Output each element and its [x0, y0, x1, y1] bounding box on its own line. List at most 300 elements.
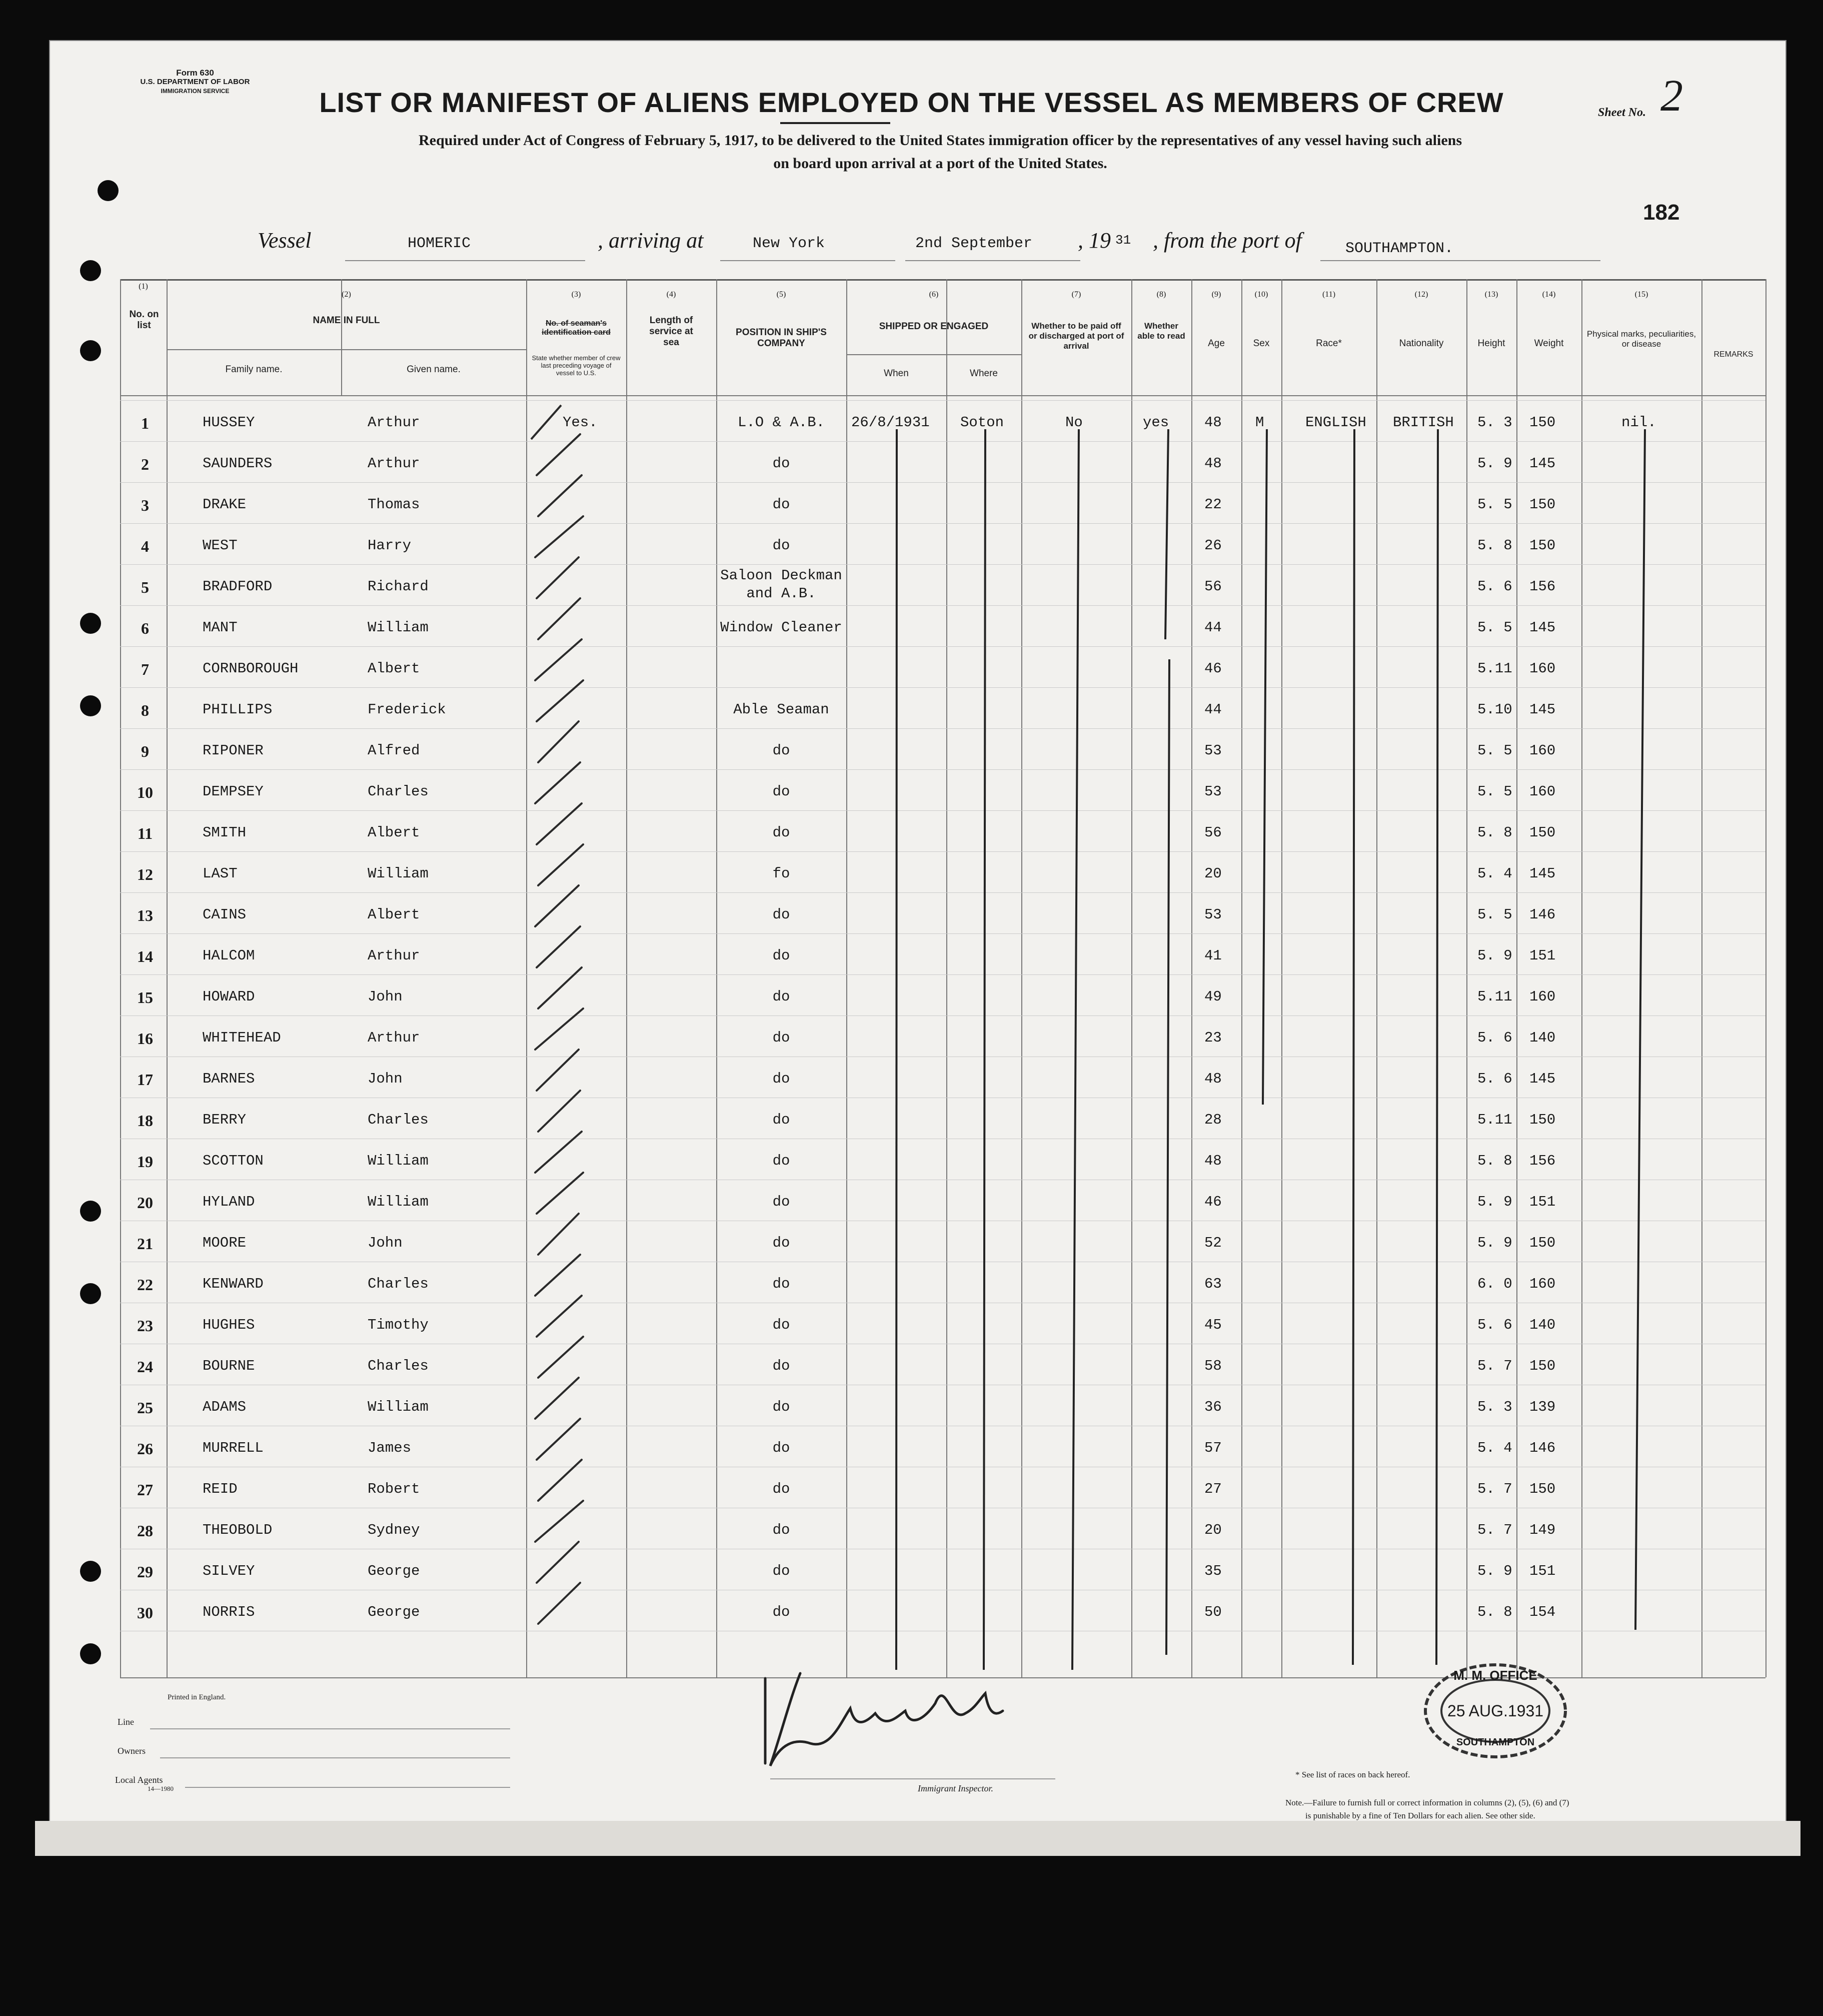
cell-family: NORRIS: [203, 1604, 255, 1620]
cell-position: do: [772, 1276, 790, 1292]
cell-position: do: [772, 988, 790, 1005]
cell-position: do: [772, 537, 790, 554]
cell-no: 25: [137, 1399, 153, 1417]
cell-height: 5. 9: [1477, 1563, 1512, 1579]
check-mark: [537, 1542, 579, 1583]
check-mark: [535, 1378, 579, 1419]
cell-weight: 151: [1529, 1194, 1556, 1210]
cell-age: 48: [1204, 1071, 1222, 1087]
cell-no: 17: [137, 1071, 153, 1089]
printed-note: Printed in England.: [168, 1693, 226, 1701]
races-note: * See list of races on back hereof.: [1295, 1770, 1410, 1779]
cell-position: do: [772, 496, 790, 513]
cell-no: 30: [137, 1604, 153, 1622]
cell-height: 5. 8: [1477, 1604, 1512, 1620]
cell-when: 26/8/1931: [851, 414, 930, 431]
cell-age: 56: [1204, 578, 1222, 595]
check-mark: [538, 598, 580, 639]
check-mark: [535, 516, 583, 557]
document-title: LIST OR MANIFEST OF ALIENS EMPLOYED ON THE VESSEL AS MEMBERS OF CREW: [319, 87, 1504, 118]
cell-position: do: [772, 1481, 790, 1497]
cell-family: PHILLIPS: [203, 701, 273, 718]
stamp-date: 25 AUG.1931: [1447, 1702, 1544, 1720]
sheet-number: 2: [1660, 71, 1683, 121]
cell-weight: 150: [1529, 824, 1556, 841]
col-5-number: (5): [776, 290, 786, 299]
cell-height: 5. 6: [1477, 1071, 1512, 1087]
vessel-underline: [345, 260, 585, 261]
cell-age: 36: [1204, 1399, 1222, 1415]
col-8-number: (8): [1156, 290, 1166, 299]
col-9-header: Age: [1208, 338, 1225, 349]
arrival-port: New York: [753, 235, 825, 252]
check-mark: [531, 405, 561, 439]
col-3-number: (3): [571, 290, 581, 299]
cell-height: 5. 7: [1477, 1522, 1512, 1538]
cell-weight: 150: [1529, 537, 1556, 554]
cell-family: MURRELL: [203, 1440, 264, 1456]
col-13-header: Height: [1477, 338, 1505, 349]
agents-label: Local Agents: [115, 1775, 163, 1785]
punch-hole: [98, 180, 119, 201]
cell-given: Albert: [368, 824, 420, 841]
cell-age: 53: [1204, 906, 1222, 923]
cell-card: Yes.: [563, 414, 598, 431]
cell-given: Frederick: [368, 701, 446, 718]
cell-height: 5. 9: [1477, 455, 1512, 472]
cell-height: 5. 9: [1477, 1194, 1512, 1210]
punch-hole: [80, 613, 101, 634]
date-underline: [905, 260, 1080, 261]
service: IMMIGRATION SERVICE: [161, 88, 230, 95]
cell-sex: M: [1255, 414, 1264, 431]
cell-height: 5. 5: [1477, 783, 1512, 800]
cell-age: 26: [1204, 537, 1222, 554]
form-number: Form 630: [176, 68, 214, 78]
cell-age: 45: [1204, 1317, 1222, 1333]
cell-weight: 160: [1529, 742, 1556, 759]
owners-underline: [160, 1757, 510, 1758]
cell-given: Sydney: [368, 1522, 420, 1538]
cell-weight: 150: [1529, 1235, 1556, 1251]
cell-age: 44: [1204, 701, 1222, 718]
cell-given: John: [368, 988, 403, 1005]
check-mark: [538, 1460, 582, 1501]
cell-family: DRAKE: [203, 496, 247, 513]
inspector-line: [770, 1778, 1055, 1779]
cell-family: SCOTTON: [203, 1153, 264, 1169]
cell-given: Charles: [368, 1276, 429, 1292]
cell-height: 5. 8: [1477, 537, 1512, 554]
cell-position: do: [772, 1440, 790, 1456]
cell-height: 5. 6: [1477, 578, 1512, 595]
punch-hole: [80, 340, 101, 361]
cell-given: Albert: [368, 906, 420, 923]
cell-weight: 156: [1529, 1153, 1556, 1169]
title-underline: [780, 122, 890, 124]
cell-weight: 160: [1529, 1276, 1556, 1292]
cell-family: KENWARD: [203, 1276, 264, 1292]
cell-given: George: [368, 1563, 420, 1579]
cell-family: HOWARD: [203, 988, 255, 1005]
check-mark: [535, 1009, 583, 1050]
agents-underline: [185, 1787, 510, 1788]
cell-family: DEMPSEY: [203, 783, 264, 800]
given-name-header: Given name.: [407, 364, 461, 375]
line-label: Line: [118, 1717, 134, 1727]
cell-no: 22: [137, 1276, 153, 1294]
cell-no: 12: [137, 865, 153, 883]
cell-weight: 160: [1529, 660, 1556, 677]
cell-no: 4: [141, 537, 149, 555]
cell-height: 5. 4: [1477, 865, 1512, 882]
punch-hole: [80, 695, 101, 716]
cell-family: LAST: [203, 865, 238, 882]
cell-position: do: [772, 783, 790, 800]
cell-position: do: [772, 947, 790, 964]
check-mark: [537, 1296, 582, 1337]
cell-given: Thomas: [368, 496, 420, 513]
cell-position: do: [772, 742, 790, 759]
col-2-header: NAME IN FULL: [313, 315, 380, 326]
cell-family: SMITH: [203, 824, 247, 841]
col-1-header: No. on list: [129, 309, 159, 331]
cell-given: William: [368, 1194, 429, 1210]
cell-family: MOORE: [203, 1235, 247, 1251]
cell-weight: 145: [1529, 865, 1556, 882]
cell-read: yes: [1143, 414, 1169, 431]
cell-height: 5. 8: [1477, 824, 1512, 841]
col-5-header: POSITION IN SHIP'S COMPANY: [736, 327, 827, 349]
col-7-header: Whether to be paid off or discharged at port of arrival: [1028, 321, 1124, 351]
col-2-number: (2): [342, 290, 351, 299]
cell-weight: 160: [1529, 783, 1556, 800]
cell-family: HYLAND: [203, 1194, 255, 1210]
cell-age: 48: [1204, 1153, 1222, 1169]
year-suffix: 31: [1115, 233, 1131, 248]
cell-position: do: [772, 1112, 790, 1128]
cell-position: do: [772, 1358, 790, 1374]
col-15-number: (15): [1634, 290, 1648, 299]
cell-no: 11: [137, 824, 153, 842]
required-statement: [270, 129, 1610, 175]
cell-weight: 154: [1529, 1604, 1556, 1620]
cell-age: 28: [1204, 1112, 1222, 1128]
col-14-header: Weight: [1534, 338, 1564, 349]
line-underline: [150, 1728, 510, 1729]
cell-position: do: [772, 1235, 790, 1251]
cell-position-line2: and A.B.: [746, 585, 816, 602]
cell-height: 5. 7: [1477, 1481, 1512, 1497]
col-divider: [1765, 279, 1766, 1677]
arriving-label: , arriving at: [598, 228, 704, 253]
cell-family: SAUNDERS: [203, 455, 273, 472]
cell-given: Arthur: [368, 1030, 420, 1046]
note-line-1: Note.—Failure to furnish full or correct information in columns (2), (5), (6) and (7): [1285, 1798, 1569, 1807]
cell-position: do: [772, 1604, 790, 1620]
cell-age: 49: [1204, 988, 1222, 1005]
check-mark: [538, 1337, 583, 1378]
cell-position: do: [772, 824, 790, 841]
cell-position: Saloon Deckman: [720, 567, 842, 584]
cell-position: do: [772, 1563, 790, 1579]
page-number: 182: [1643, 200, 1680, 225]
cell-age: 27: [1204, 1481, 1222, 1497]
cell-nationality: BRITISH: [1393, 414, 1454, 431]
check-mark: [535, 1255, 580, 1296]
cell-age: 46: [1204, 1194, 1222, 1210]
punch-hole: [80, 1201, 101, 1222]
stamp-bottom: SOUTHAMPTON: [1456, 1737, 1535, 1748]
cell-given: William: [368, 1153, 429, 1169]
cell-no: 13: [137, 906, 153, 924]
col-6-header: SHIPPED OR ENGAGED: [879, 321, 989, 332]
cell-position: do: [772, 906, 790, 923]
cell-given: Robert: [368, 1481, 420, 1497]
cell-weight: 139: [1529, 1399, 1556, 1415]
cell-paid: No: [1065, 414, 1083, 431]
check-mark: [537, 926, 580, 967]
col-15-header: Physical marks, peculiarities, or disease: [1586, 329, 1696, 349]
port-underline: [720, 260, 895, 261]
cell-height: 5. 7: [1477, 1358, 1512, 1374]
cell-family: MANT: [203, 619, 238, 636]
arrival-date: 2nd September: [915, 235, 1033, 252]
check-mark: [537, 1173, 583, 1214]
underlying-sheet-edge: [35, 1821, 1800, 1856]
cell-given: William: [368, 619, 429, 636]
col-14-number: (14): [1542, 290, 1556, 299]
cell-marks: nil.: [1621, 414, 1656, 431]
remarks-header: REMARKS: [1713, 350, 1753, 359]
department: U.S. DEPARTMENT OF LABOR: [140, 78, 250, 86]
cell-no: 18: [137, 1112, 153, 1130]
col-13-number: (13): [1484, 290, 1498, 299]
cell-weight: 150: [1529, 1358, 1556, 1374]
cell-family: ADAMS: [203, 1399, 247, 1415]
cell-height: 5.11: [1477, 988, 1512, 1005]
check-mark: [538, 844, 583, 885]
col-1-number: (1): [139, 282, 148, 291]
cell-family: BERRY: [203, 1112, 247, 1128]
cell-position: do: [772, 1522, 790, 1538]
cell-age: 44: [1204, 619, 1222, 636]
col-4-header: Length of service at sea: [649, 315, 693, 348]
cell-age: 35: [1204, 1563, 1222, 1579]
check-mark: [535, 885, 579, 926]
inspector-signature: [735, 1663, 1015, 1778]
stamp-top: M. M. OFFICE: [1453, 1668, 1537, 1683]
check-mark: [535, 639, 582, 680]
col-10-number: (10): [1254, 290, 1268, 299]
cell-family: HALCOM: [203, 947, 255, 964]
cell-weight: 150: [1529, 414, 1556, 431]
cell-weight: 146: [1529, 906, 1556, 923]
cell-weight: 151: [1529, 1563, 1556, 1579]
cell-no: 1: [141, 414, 149, 432]
cell-family: THEOBOLD: [203, 1522, 273, 1538]
check-mark: [537, 557, 579, 598]
cell-position: do: [772, 1153, 790, 1169]
cell-age: 20: [1204, 865, 1222, 882]
cell-position: fo: [772, 865, 790, 882]
check-mark: [538, 1583, 580, 1624]
punch-hole: [80, 1283, 101, 1304]
cell-weight: 150: [1529, 1481, 1556, 1497]
cell-given: Alfred: [368, 742, 420, 759]
pencil-check-marks: [526, 395, 626, 1677]
check-mark: [537, 680, 583, 721]
cell-height: 5. 3: [1477, 414, 1512, 431]
cell-age: 52: [1204, 1235, 1222, 1251]
cell-no: 26: [137, 1440, 153, 1458]
cell-height: 5.10: [1477, 701, 1512, 718]
col-10-header: Sex: [1253, 338, 1270, 349]
cell-given: Richard: [368, 578, 429, 595]
cell-age: 50: [1204, 1604, 1222, 1620]
cell-no: 10: [137, 783, 153, 801]
cell-weight: 149: [1529, 1522, 1556, 1538]
cell-position: do: [772, 1071, 790, 1087]
inspector-label: Immigrant Inspector.: [918, 1783, 993, 1793]
cell-height: 5. 3: [1477, 1399, 1512, 1415]
cell-position: do: [772, 1194, 790, 1210]
cell-age: 63: [1204, 1276, 1222, 1292]
crew-table: [120, 279, 1765, 1677]
cell-family: CORNBOROUGH: [203, 660, 299, 677]
cell-given: William: [368, 1399, 429, 1415]
cell-age: 48: [1204, 455, 1222, 472]
cell-age: 53: [1204, 742, 1222, 759]
col-3-header: No. of seaman's identification card: [542, 319, 611, 337]
cell-position: Able Seaman: [733, 701, 829, 718]
cell-weight: 146: [1529, 1440, 1556, 1456]
cell-given: Arthur: [368, 947, 420, 964]
cell-no: 6: [141, 619, 149, 637]
cell-family: BARNES: [203, 1071, 255, 1087]
cell-no: 3: [141, 496, 149, 514]
cell-family: WHITEHEAD: [203, 1030, 281, 1046]
form-code: 14—1980: [148, 1785, 174, 1792]
check-mark: [537, 434, 580, 475]
cell-height: 5. 6: [1477, 1030, 1512, 1046]
check-mark: [535, 1132, 582, 1173]
cell-weight: 145: [1529, 455, 1556, 472]
cell-given: Arthur: [368, 455, 420, 472]
check-mark: [538, 967, 582, 1009]
cell-age: 53: [1204, 783, 1222, 800]
cell-height: 5.11: [1477, 660, 1512, 677]
cell-position: do: [772, 455, 790, 472]
vessel-name: HOMERIC: [408, 235, 471, 252]
check-mark: [535, 1501, 583, 1542]
cell-given: Timothy: [368, 1317, 429, 1333]
cell-height: 5.11: [1477, 1112, 1512, 1128]
cell-weight: 140: [1529, 1030, 1556, 1046]
cell-age: 46: [1204, 660, 1222, 677]
punch-hole: [80, 260, 101, 281]
cell-no: 7: [141, 660, 149, 678]
check-mark: [537, 1419, 580, 1460]
year-prefix: , 19: [1078, 228, 1111, 253]
col-12-number: (12): [1414, 290, 1428, 299]
cell-weight: 151: [1529, 947, 1556, 964]
office-stamp: [1420, 1661, 1570, 1761]
cell-no: 24: [137, 1358, 153, 1376]
cell-age: 20: [1204, 1522, 1222, 1538]
cell-height: 5. 5: [1477, 906, 1512, 923]
cell-family: SILVEY: [203, 1563, 255, 1579]
shipped-when-header: When: [884, 368, 909, 379]
cell-no: 29: [137, 1563, 153, 1581]
check-mark: [538, 475, 582, 516]
col-8-header: Whether able to read: [1137, 321, 1185, 341]
cell-height: 5. 4: [1477, 1440, 1512, 1456]
cell-position: Window Cleaner: [720, 619, 842, 636]
cell-no: 15: [137, 988, 153, 1006]
cell-no: 8: [141, 701, 149, 719]
col-7-number: (7): [1071, 290, 1081, 299]
cell-given: Arthur: [368, 414, 420, 431]
required-line-1: Required under Act of Congress of February 5, 1917, to be delivered to the United States immigration officer by the representatives of any vessel having such aliens: [419, 132, 1462, 149]
ditto-marks: [120, 279, 1765, 1677]
cell-given: John: [368, 1071, 403, 1087]
cell-weight: 140: [1529, 1317, 1556, 1333]
col-4-number: (4): [666, 290, 676, 299]
col-12-header: Nationality: [1399, 338, 1444, 349]
cell-weight: 160: [1529, 988, 1556, 1005]
check-mark: [537, 803, 582, 844]
punch-hole: [80, 1561, 101, 1582]
cell-age: 41: [1204, 947, 1222, 964]
required-line-2: on board upon arrival at a port of the United States.: [773, 155, 1107, 172]
cell-given: Harry: [368, 537, 412, 554]
cell-position: L.O & A.B.: [737, 414, 825, 431]
cell-given: John: [368, 1235, 403, 1251]
cell-given: James: [368, 1440, 412, 1456]
cell-height: 5. 5: [1477, 742, 1512, 759]
cell-given: Albert: [368, 660, 420, 677]
punch-hole: [80, 1643, 101, 1664]
cell-no: 27: [137, 1481, 153, 1499]
cell-age: 57: [1204, 1440, 1222, 1456]
cell-given: Charles: [368, 783, 429, 800]
cell-height: 5. 5: [1477, 619, 1512, 636]
check-mark: [538, 1091, 580, 1132]
cell-height: 5. 8: [1477, 1153, 1512, 1169]
from-port-underline: [1320, 260, 1600, 261]
cell-family: HUSSEY: [203, 414, 255, 431]
col-3-subheader: State whether member of crew last preceding voyage of vessel to U.S.: [532, 354, 621, 377]
cell-given: William: [368, 865, 429, 882]
owners-label: Owners: [118, 1746, 146, 1756]
col-6-number: (6): [929, 290, 939, 299]
cell-family: HUGHES: [203, 1317, 255, 1333]
cell-height: 5. 9: [1477, 1235, 1512, 1251]
cell-family: BRADFORD: [203, 578, 273, 595]
family-name-header: Family name.: [225, 364, 283, 375]
check-mark: [537, 1050, 579, 1091]
cell-no: 14: [137, 947, 153, 965]
cell-no: 21: [137, 1235, 153, 1253]
vessel-label: Vessel: [258, 228, 312, 253]
from-port: SOUTHAMPTON.: [1345, 240, 1454, 257]
cell-position: do: [772, 1030, 790, 1046]
cell-no: 16: [137, 1030, 153, 1048]
cell-no: 9: [141, 742, 149, 760]
cell-no: 23: [137, 1317, 153, 1335]
cell-family: REID: [203, 1481, 238, 1497]
